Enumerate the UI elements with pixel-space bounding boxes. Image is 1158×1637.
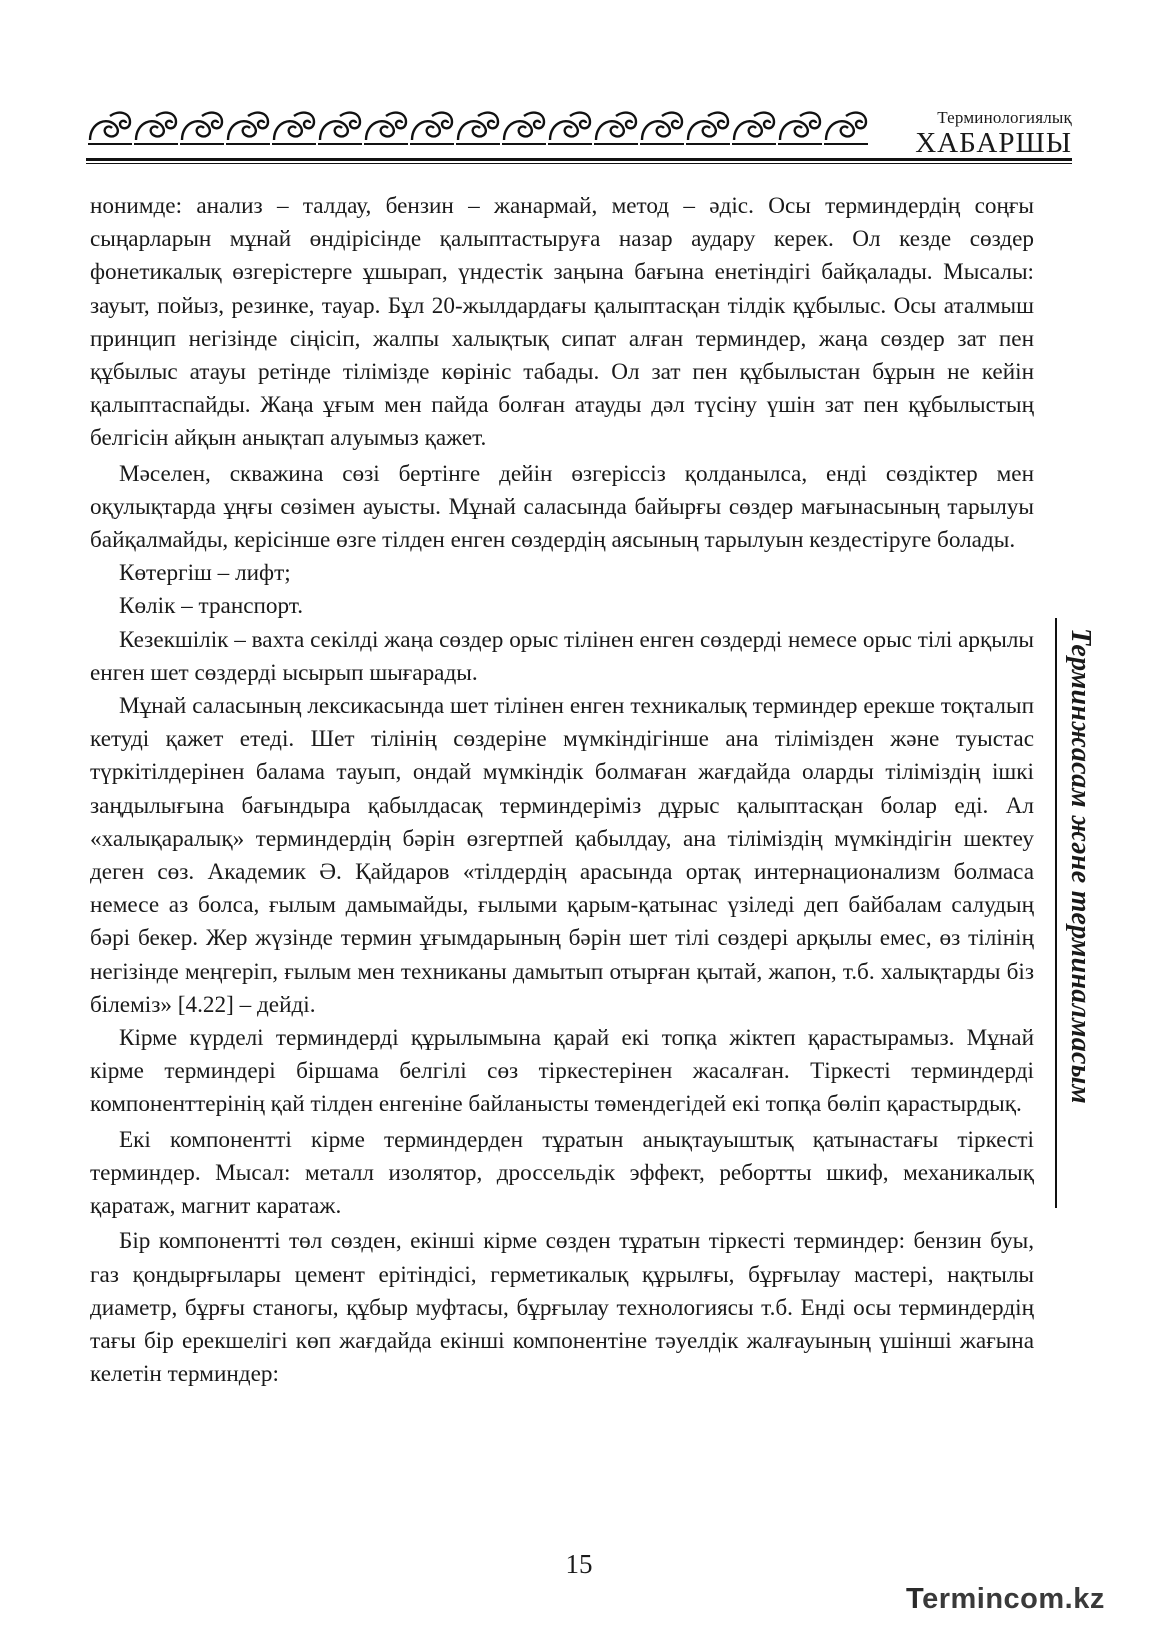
paragraph: нонимде: анализ – талдау, бензин – жанармай, метод – әдіс. Осы терминдердің соңғы сыңарларын мұнай өндірісінде қалыптастыруға назар аудару керек. Ол кезде сөздер фонетикалық өзгерістерге ұшырап, үндестік заңына бағына енетіндігі байқалады. Мысалы: зауыт, пойыз, резинке, тауар. Бұл 20-жылдардағы қалыптасқан тілдік құбылыс. Осы аталмыш принцип негізінде сіңісіп, жалпы халықтық сипат алған терминдер, жаңа сөздер зат пен құбылыс атауы ретінде тілімізде көрініс табады. Ол зат пен құбылыстан бұрын не кейін қалыптаспайды. Жаңа ұғым мен пайда болған атауды дәл түсіну үшін зат пен құбылыстың белгісін айқын анықтап алуымыз қажет. — [90, 193, 1034, 452]
header-rule-thin — [86, 163, 1072, 164]
journal-name-big: ХАБАРШЫ — [915, 127, 1072, 159]
paragraph: Мұнай саласының лексикасында шет тілінен енген техникалық терминдер ерекше тоқталып кетуді қажет етеді. Шет тілінің сөздеріне мүмкіндігінше ана тілімізден және туыстас түркітілдерінен балама тауып, ондай мүмкіндік болмаған жағдайда оларды тіліміздің ішкі заңдылығына бағындыра қабылдасақ терминдеріміз дұрыс қалыптасқан болар еді. Ал «халықаралық» терминдердің бәрін өзгертпей қабылдау, ана тіліміздің мүмкіндігін шектеу деген сөз. Академик Ә. Қайдаров «тілдердің арасында ортақ интернационализм болмаса немесе аз болса, ғылым дамымайды, ғылыми қарым-қатынас үзіледі деп байбалам салудың бәрі бекер. Жер жүзінде термин ұғымдарының бәрін шет тілі сөздері арқылы емес, өз тілінің негізінде меңгеріп, ғылым мен техниканы дамытып отырған қытай, жапон, т.б. халықтарды біз білеміз» [4.22] – дейді. — [90, 693, 1034, 1018]
header-rule — [86, 158, 1072, 161]
journal-header — [86, 100, 1072, 162]
ornament-band-icon — [86, 108, 896, 148]
journal-name-small: Терминологиялық — [937, 108, 1072, 127]
paragraph: Екі компонентті кірме терминдерден тұратын анықтауыштық қатынастағы тіркесті терминдер. Мысал: металл изолятор, дроссельдік эффект, ребортты шкиф, механикалық қаратаж, магнит каратаж. — [90, 1126, 1034, 1220]
article-body — [90, 190, 1034, 1391]
watermark-text: ermincom.kz — [922, 1583, 1105, 1615]
paragraph: Кезекшілік – вахта секілді жаңа сөздер орыс тілінен енген сөздерді немесе орыс тілі арқылы енген шет сөздерді ысырып шығарады. — [90, 626, 1035, 686]
watermark-logo — [906, 1583, 1106, 1623]
watermark-initial: T — [906, 1583, 923, 1615]
side-rule — [1055, 618, 1057, 1208]
paragraph: Көтергіш – лифт; — [119, 560, 291, 587]
paragraph: Кірме күрделі терминдерді құрылымына қарай екі топқа жіктеп қарастырамыз. Мұнай кірме терминдері біршама белгілі сөз тіркестерінен жасалған. Тіркесті терминдерді компоненттерінің қай тілден енгеніне байланысты төмендегідей екі топқа бөліп қарастырдық. — [90, 1025, 1034, 1118]
section-title-vertical: Терминжасам және терминалмасым — [1065, 628, 1096, 1104]
paragraph: Көлік – транспорт. — [119, 593, 304, 620]
paragraph: Бір компонентті төл сөзден, екінші кірме сөзден тұратын тіркесті терминдер: бензин буы, газ қондырғылары цемент ерітіндісі, герметикалық құрылғы, бұрғылау мастері, нақтылы диаметр, бұрғы станогы, құбыр муфтасы, бұрғылау технологиясы т.б. Енді осы терминдердің тағы бір ерекшелігі көп жағдайда екінші компонентіне тәуелдік жалғауының үшінші жағына келетін терминдер: — [90, 1228, 1034, 1388]
paragraph: Мәселен, скважина сөзі бертінге дейін өзгеріссіз қолданылса, енді сөздіктер мен оқулықтарда ұңғы сөзімен ауысты. Мұнай саласында байырғы сөздер мағынасының тарылуы байқалмайды, керісінше өзге тілден енген сөздердің аясының тарылуын кездестіруге болады. — [90, 460, 1034, 554]
page-number: 15 — [565, 1549, 593, 1579]
